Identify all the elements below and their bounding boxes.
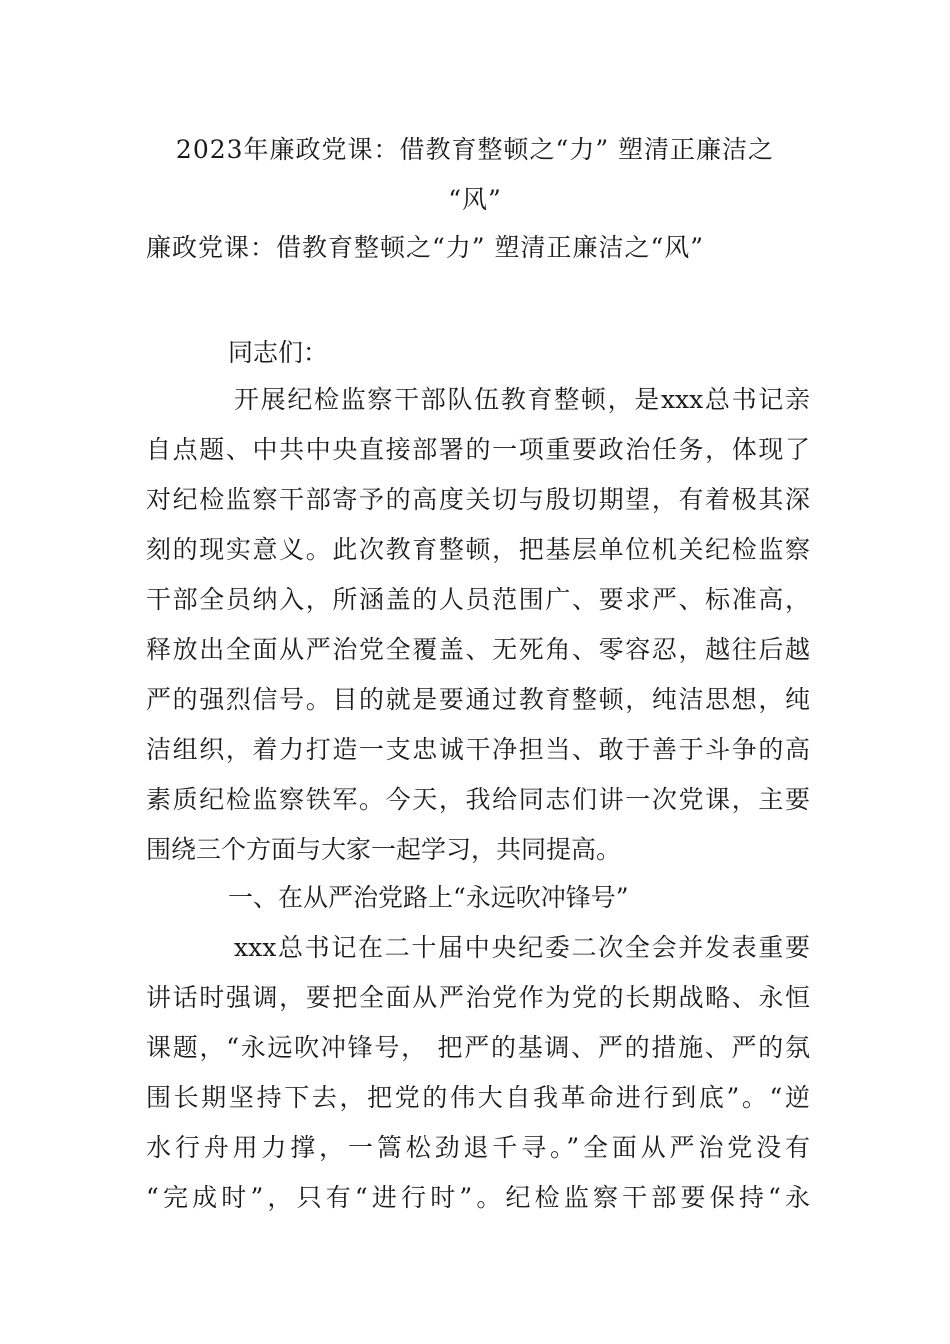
paragraph-line: 洁组织，着力打造一支忠诚干净担当、敢于善于斗争的高 — [146, 735, 810, 764]
document-subtitle: 廉政党课：借教育整顿之“力” 塑清正廉洁之“风” — [146, 233, 705, 262]
document-title-line-1: 2023年廉政党课：借教育整顿之“力” 塑清正廉洁之 — [175, 135, 775, 164]
paragraph-line: 围长期坚持下去，把党的伟大自我革命进行到底”。“逆 — [146, 1083, 810, 1112]
document-title-line-2: “风” — [448, 185, 502, 214]
paragraph-line: 释放出全面从严治党全覆盖、无死角、零容忍，越往后越 — [146, 635, 810, 664]
paragraph-line: 素质纪检监察铁军。今天，我给同志们讲一次党课，主要 — [146, 785, 810, 814]
paragraph-line: 课题，“永远吹冲锋号， 把严的基调、严的措施、严的氛 — [146, 1033, 810, 1062]
paragraph-line: 自点题、中共中央直接部署的一项重要政治任务，体现了 — [146, 435, 810, 464]
paragraph-line: 对纪检监察干部寄予的高度关切与殷切期望，有着极其深 — [146, 485, 810, 514]
paragraph-line: xxx总书记在二十届中央纪委二次全会并发表重要 — [234, 933, 810, 962]
paragraph-line: “完成时”，只有“进行时”。纪检监察干部要保持“永 — [146, 1183, 810, 1212]
salutation: 同志们： — [228, 338, 329, 367]
paragraph-line: 水行舟用力撑，一篙松劲退千寻。”全面从严治党没有 — [146, 1133, 810, 1162]
paragraph-line: 刻的现实意义。此次教育整顿，把基层单位机关纪检监察 — [146, 535, 810, 564]
paragraph-line: 开展纪检监察干部队伍教育整顿，是xxx总书记亲 — [234, 385, 810, 414]
paragraph-line: 讲话时强调，要把全面从严治党作为党的长期战略、永恒 — [146, 983, 810, 1012]
paragraph-line: 围绕三个方面与大家一起学习，共同提高。 — [146, 835, 622, 864]
paragraph-line: 严的强烈信号。目的就是要通过教育整顿，纯洁思想，纯 — [146, 685, 810, 714]
paragraph-line: 干部全员纳入，所涵盖的人员范围广、要求严、标准高， — [146, 585, 810, 614]
section-heading: 一、在从严治党路上“永远吹冲锋号” — [228, 883, 629, 912]
